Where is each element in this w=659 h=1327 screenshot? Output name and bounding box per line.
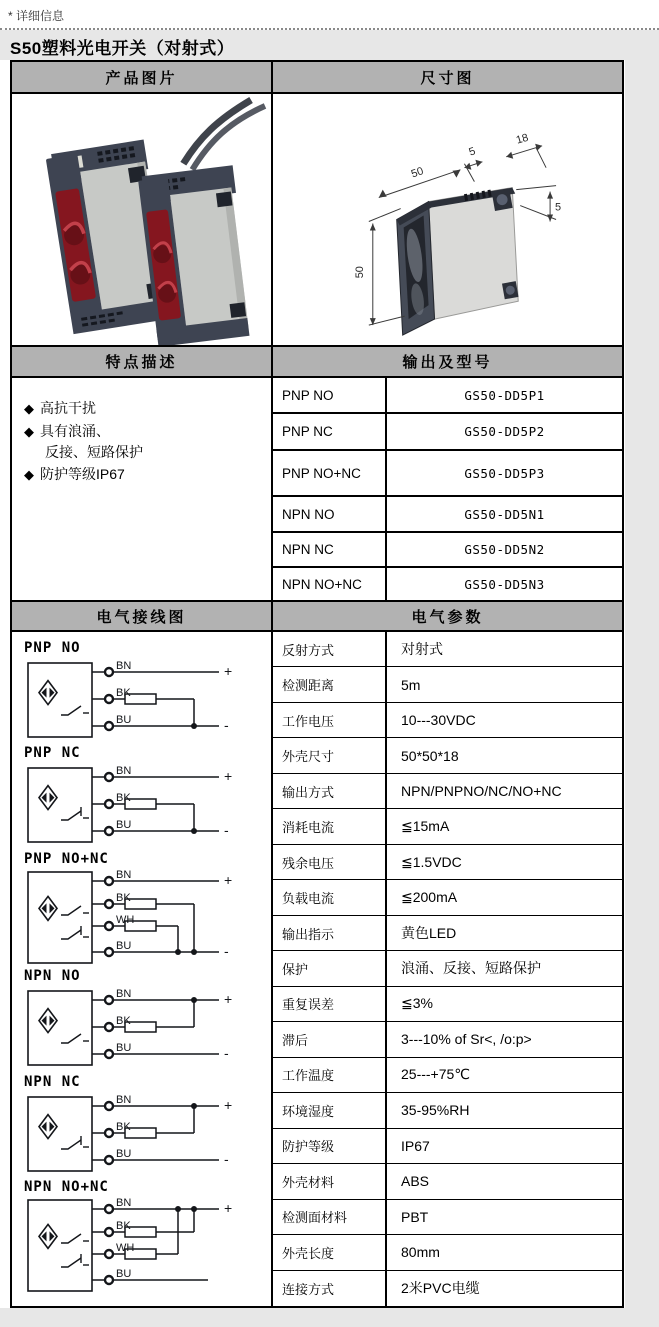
- params-table: [273, 632, 622, 1306]
- page-title: S50塑料光电开关（对射式）: [10, 39, 235, 58]
- dimension-section-header: 尺寸图: [273, 62, 622, 94]
- wiring-diagram-npn-no: [22, 968, 271, 1071]
- svg-text:BU: BU: [116, 819, 132, 832]
- param-name-cell: 外壳尺寸: [273, 738, 387, 773]
- svg-text:BK: BK: [116, 1120, 131, 1133]
- model-number-cell: GS50-DD5N2: [387, 533, 622, 568]
- param-name-cell: 残余电压: [273, 845, 387, 880]
- dim-width-label: 50: [409, 165, 426, 181]
- params-section-header: 电气参数: [273, 600, 622, 632]
- svg-text:-: -: [224, 717, 229, 733]
- diamond-bullet-icon: ◆: [24, 423, 34, 439]
- models-table: [273, 378, 622, 600]
- wiring-diagram-pnp-no-nc: [22, 851, 271, 966]
- product-photo: [12, 94, 271, 345]
- svg-text:BN: BN: [116, 868, 132, 881]
- wiring-diagram-pnp-no: [22, 640, 271, 743]
- svg-text:WH: WH: [116, 913, 135, 926]
- param-name-cell: 防护等级: [273, 1129, 387, 1164]
- model-number-cell: GS50-DD5P1: [387, 378, 622, 414]
- param-value-cell: 黄色LED: [387, 916, 622, 951]
- feature-text: 高抗干扰: [40, 400, 96, 416]
- dotted-divider: [0, 28, 659, 30]
- model-number-cell: GS50-DD5N3: [464, 576, 545, 592]
- model-number-cell: GS50-DD5P2: [387, 414, 622, 451]
- param-name-cell: 工作温度: [273, 1058, 387, 1093]
- param-name-cell: 重复误差: [273, 987, 387, 1022]
- wiring-diagram-pnp-nc: [22, 745, 271, 848]
- param-name-cell: 工作电压: [273, 703, 387, 738]
- svg-text:BU: BU: [116, 1267, 132, 1280]
- wiring-diagram-graphic: [22, 868, 271, 966]
- model-output-cell: NPN NC: [273, 533, 387, 568]
- feature-text: 具有浪涌、: [40, 422, 110, 439]
- svg-text:-: -: [224, 822, 229, 839]
- param-name-cell: 环境湿度: [273, 1093, 387, 1128]
- svg-text:+: +: [224, 1199, 233, 1216]
- feature-item: [24, 464, 265, 485]
- wiring-section-header: 电气接线图: [12, 600, 273, 632]
- param-value-cell: 35-95%RH: [387, 1093, 622, 1128]
- param-value-cell: ≦3%: [387, 987, 622, 1022]
- svg-text:+: +: [224, 871, 233, 888]
- model-number-cell: GS50-DD5N1: [387, 497, 622, 533]
- svg-text:+: +: [224, 768, 233, 785]
- feature-item: [24, 398, 265, 419]
- svg-text:BN: BN: [116, 988, 132, 1001]
- svg-text:BU: BU: [116, 1147, 132, 1160]
- wiring-diagrams: [12, 632, 273, 1306]
- feature-item: [24, 421, 265, 462]
- model-output-cell: PNP NO+NC: [273, 451, 387, 497]
- content-area: [0, 60, 625, 1308]
- features-list: [12, 378, 273, 600]
- param-name-cell: 负载电流: [273, 880, 387, 915]
- dim-depth-label: 18: [514, 131, 530, 147]
- param-name-cell: 保护: [273, 951, 387, 986]
- svg-text:BK: BK: [116, 1219, 131, 1232]
- param-value-cell: NPN/PNPNO/NC/NO+NC: [387, 774, 622, 809]
- dim-small-label: 5: [467, 145, 478, 159]
- param-name-cell: 反射方式: [273, 632, 387, 667]
- svg-text:BN: BN: [116, 765, 132, 778]
- param-name-cell: 外壳材料: [273, 1164, 387, 1199]
- sensor-rear-view: [138, 165, 254, 345]
- model-output-cell: NPN NO+NC: [273, 568, 387, 600]
- photo-section-header: 产品图片: [12, 62, 273, 94]
- svg-text:WH: WH: [116, 1241, 135, 1254]
- wiring-diagram-npn-no-nc: [22, 1179, 271, 1294]
- product-photo-cell: [12, 94, 273, 345]
- param-name-cell: 外壳长度: [273, 1235, 387, 1270]
- param-value-cell: ABS: [387, 1164, 622, 1199]
- svg-text:BK: BK: [116, 687, 131, 699]
- wiring-diagram-graphic: [22, 762, 271, 848]
- param-name-cell: 输出方式: [273, 774, 387, 809]
- feature-text-wrap: 反接、短路保护: [45, 443, 143, 460]
- svg-text:-: -: [224, 1150, 229, 1167]
- svg-text:BU: BU: [116, 939, 132, 952]
- param-value-cell: PBT: [387, 1200, 622, 1235]
- svg-text:BK: BK: [116, 1015, 131, 1028]
- detail-info-note: * 详细信息: [8, 9, 65, 23]
- wiring-diagram-label: NPN NO: [24, 968, 81, 985]
- param-value-cell: ≦15mA: [387, 809, 622, 844]
- svg-text:+: +: [224, 991, 233, 1008]
- wiring-diagram-graphic: [22, 657, 271, 743]
- param-value-cell: 5m: [387, 667, 622, 702]
- models-section-header: 输出及型号: [273, 345, 622, 378]
- wiring-diagram-graphic: [22, 1196, 271, 1294]
- dim-height-label: 50: [353, 266, 366, 279]
- svg-text:BN: BN: [116, 1196, 132, 1209]
- wiring-diagram-label: PNP NO: [24, 640, 81, 656]
- model-number-cell: GS50-DD5P3: [387, 451, 622, 497]
- diamond-bullet-icon: ◆: [24, 401, 34, 416]
- svg-text:-: -: [224, 942, 229, 959]
- wiring-diagram-npn-nc: [22, 1074, 271, 1177]
- svg-text:+: +: [224, 1096, 233, 1113]
- dim-offset-label: 5: [555, 201, 562, 214]
- param-name-cell: 滞后: [273, 1022, 387, 1057]
- svg-text:BN: BN: [116, 660, 132, 672]
- product-spec-table: [10, 60, 624, 1308]
- svg-text:BU: BU: [116, 1042, 132, 1055]
- param-value-cell: 25---+75℃: [387, 1058, 622, 1093]
- svg-text:+: +: [224, 663, 233, 679]
- svg-text:BU: BU: [116, 714, 132, 726]
- features-section-header: 特点描述: [12, 345, 273, 378]
- dimension-drawing-cell: [273, 94, 622, 345]
- dimension-diagram: [275, 94, 620, 345]
- wiring-diagram-label: PNP NC: [24, 745, 81, 762]
- wiring-diagram-label: PNP NO+NC: [24, 850, 109, 867]
- model-output-cell: NPN NO: [273, 497, 387, 533]
- svg-text:BK: BK: [116, 891, 131, 904]
- cable: [183, 100, 251, 164]
- param-name-cell: 检测面材料: [273, 1200, 387, 1235]
- wiring-diagram-graphic: [22, 985, 271, 1071]
- param-value-cell: 50*50*18: [387, 738, 622, 773]
- param-name-cell: 消耗电流: [273, 809, 387, 844]
- param-value-cell: ≦200mA: [387, 880, 622, 915]
- param-value-cell: 80mm: [387, 1235, 622, 1270]
- param-name-cell: 连接方式: [273, 1271, 387, 1306]
- param-value-cell: 浪涌、反接、短路保护: [387, 951, 622, 986]
- param-name-cell: 输出指示: [273, 916, 387, 951]
- wiring-diagram-graphic: [22, 1091, 271, 1177]
- diamond-bullet-icon: ◆: [24, 466, 34, 482]
- param-value-cell: 3---10% of Sr<, /o:p>: [387, 1022, 622, 1057]
- model-output-cell: PNP NO: [273, 378, 387, 414]
- feature-text: 防护等级IP67: [40, 465, 125, 482]
- svg-text:BK: BK: [116, 792, 131, 805]
- param-value-cell: 2米PVC电缆: [401, 1280, 480, 1297]
- wiring-diagram-label: NPN NO+NC: [24, 1178, 109, 1195]
- param-value-cell: IP67: [387, 1129, 622, 1164]
- param-value-cell: 对射式: [387, 632, 622, 667]
- svg-text:-: -: [224, 1045, 229, 1062]
- model-output-cell: PNP NC: [273, 414, 387, 451]
- param-name-cell: 检测距离: [273, 667, 387, 702]
- svg-text:BN: BN: [116, 1093, 132, 1106]
- param-value-cell: ≦1.5VDC: [387, 845, 622, 880]
- param-value-cell: 10---30VDC: [387, 703, 622, 738]
- wiring-diagram-label: NPN NC: [24, 1073, 81, 1090]
